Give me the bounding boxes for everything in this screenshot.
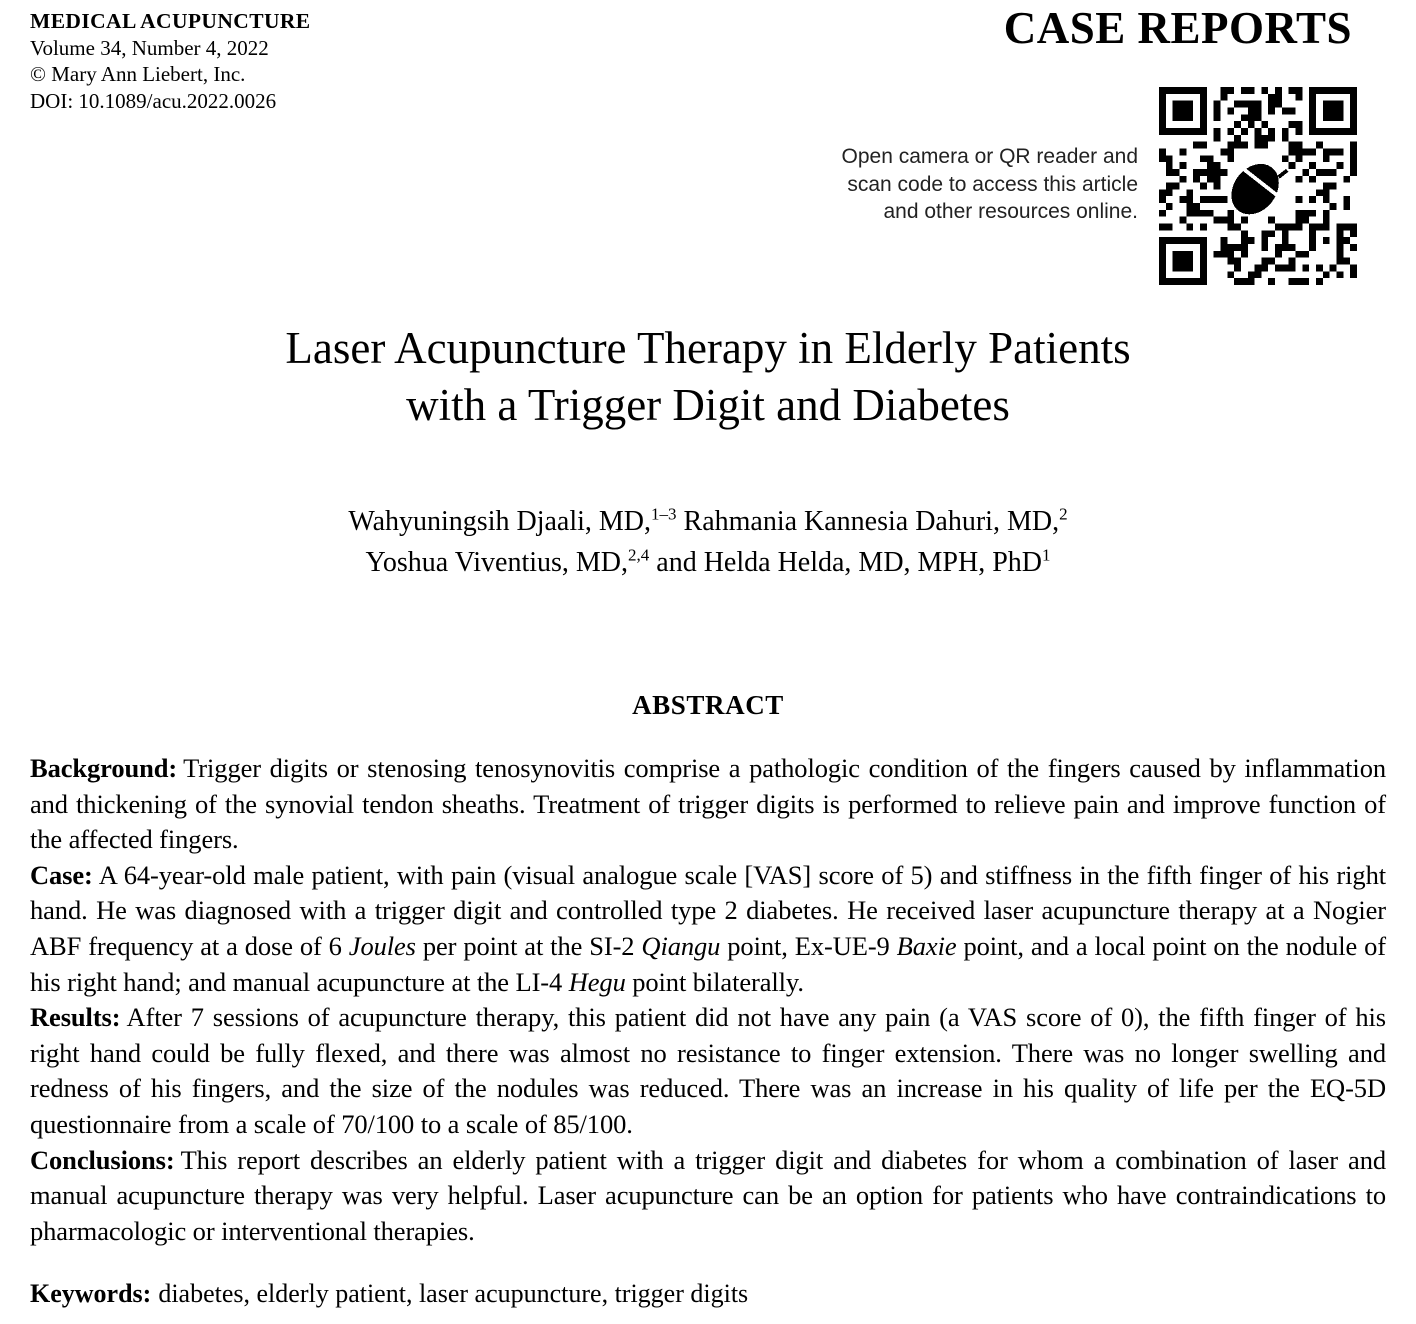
masthead: [30, 8, 311, 114]
abstract-paragraph-background: Background: Trigger digits or stenosing tenosynovitis comprise a pathologic condition of the fingers caused by inflammation and thickening of the synovial tendon sheaths. Treatment of trigger digits is performed to relieve pain and improve function of the affected fingers.: [30, 753, 1386, 855]
abstract-paragraph-results: Results: After 7 sessions of acupuncture therapy, this patient did not have any pain (a VAS score of 0), the fifth finger of his right hand could be fully flexed, and there was almost no resistance to finger extension. There was no longer swelling and redness of his fingers, and the size of the nodules was reduced. There was an increase in his quality of life per the EQ-5D questionnaire from a scale of 70/100 to a scale of 85/100.: [30, 1002, 1386, 1139]
qr-caption-line: Open camera or QR reader and: [841, 145, 1138, 168]
qr-caption-line: and other resources online.: [883, 200, 1138, 223]
section-banner: CASE REPORTS: [1003, 3, 1352, 53]
author-line: Yoshua Viventius, MD,$^{2,4}$ and Helda Helda, MD, MPH, PhD$^1$: [365, 545, 1051, 578]
copyright-line: © Mary Ann Liebert, Inc.: [30, 62, 246, 86]
keywords-line: [30, 1279, 748, 1309]
abstract-paragraph-conclusions: Conclusions: This report describes an elderly patient with a trigger digit and diabetes for whom a combination of laser and manual acupuncture therapy was very helpful. Laser acupuncture can be an option for patients who have contraindications to pharmacologic or interventional therapies.: [30, 1144, 1386, 1246]
abstract-paragraph-case: Case: A 64-year-old male patient, with pain (visual analogue scale [VAS] score of 5) and stiffness in the fifth finger of his right hand. He was diagnosed with a trigger digit and controlled type 2 diabetes. He received laser acupuncture therapy at a Nogier ABF frequency at a dose of 6 Joules per point at the SI-2 Qiangu point, Ex-UE-9 Baxie point, and a local point on the nodule of his right hand; and manual acupuncture at the LI-4 Hegu point bilaterally.: [30, 859, 1387, 997]
keywords-label: Keywords:: [30, 1279, 152, 1308]
keywords-text: diabetes, elderly patient, laser acupuncture, trigger digits: [158, 1279, 749, 1308]
article-title-line: Laser Acupuncture Therapy in Elderly Patients: [285, 323, 1131, 373]
qr-code: [1159, 87, 1357, 285]
doi-line: DOI: 10.1089/acu.2022.0026: [30, 88, 277, 113]
abstract-heading: ABSTRACT: [632, 690, 784, 720]
qr-code-icon: [1159, 87, 1357, 285]
qr-caption-line: scan code to access this article: [847, 172, 1138, 196]
author-list: [0, 501, 1416, 583]
journal-name: MEDICAL ACUPUNCTURE: [30, 9, 311, 33]
journal-issue: Volume 34, Number 4, 2022: [30, 35, 269, 60]
qr-caption: [842, 143, 1138, 226]
author-line: Wahyuningsih Djaali, MD,$^{1-3}$ Rahmania Kannesia Dahuri, MD,$^2$: [348, 504, 1068, 537]
article-title: [0, 320, 1416, 434]
article-title-line: with a Trigger Digit and Diabetes: [406, 380, 1010, 430]
abstract-body: [30, 751, 1386, 1249]
